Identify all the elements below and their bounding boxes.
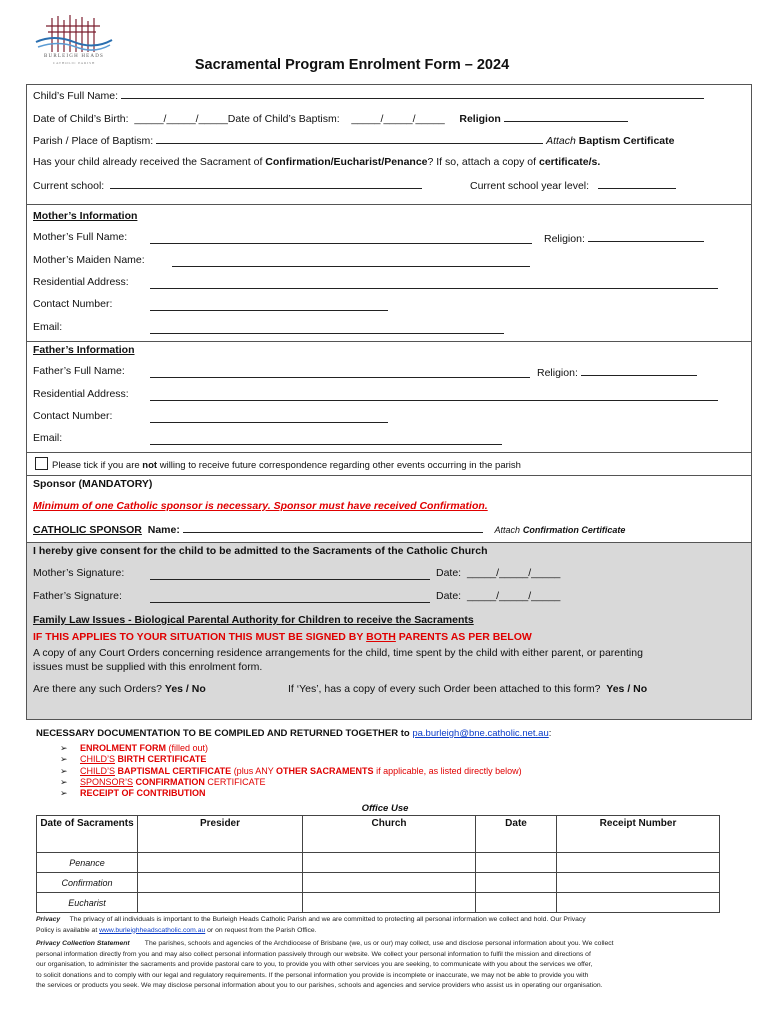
optout-checkbox[interactable]: [35, 457, 48, 470]
year-level-row: [470, 178, 676, 193]
doc-item: ➢ SPONSOR’S CONFIRMATION CERTIFICATE: [60, 777, 266, 787]
orders-attached-yes-no[interactable]: Yes / No: [606, 683, 648, 695]
attach-prefix: Attach: [546, 135, 576, 147]
father-religion-field[interactable]: [581, 365, 697, 376]
mother-maiden-label: Mother’s Maiden Name:: [33, 254, 145, 266]
child-religion-label: Religion: [459, 113, 501, 125]
privacy-stmt-line: to solicit donations and to comply with our legal and regulatory requirements. If the personal information you provide is incomplete or inaccurate, we may not be able to provide you with: [36, 971, 589, 979]
table-header-row: [37, 816, 720, 853]
sponsor-label: CATHOLIC SPONSOR: [33, 524, 142, 536]
optout-post: willing to receive future correspondence regarding other events occurring in the parish: [157, 460, 521, 471]
divider: [26, 475, 752, 476]
sponsor-title: Sponsor (MANDATORY): [33, 478, 153, 490]
mother-signature-label: Mother’s Signature:: [33, 567, 125, 579]
father-name-label: Father’s Full Name:: [33, 365, 125, 377]
father-date-label: Date:: [436, 590, 462, 602]
father-info-heading: Father’s Information: [33, 344, 135, 356]
table-row: [37, 853, 720, 873]
cell[interactable]: [138, 893, 303, 913]
cell[interactable]: [557, 873, 720, 893]
mother-religion-field[interactable]: [588, 231, 704, 242]
privacy-stmt-line: our organisation, to administer the sacraments and provide pastoral care to you, to provide you with other services you are seeking, to communicate with you about the services we offer,: [36, 961, 593, 969]
mother-name-field[interactable]: [150, 233, 532, 244]
page-title: Sacramental Program Enrolment Form – 2024: [194, 57, 510, 73]
divider: [26, 204, 752, 205]
privacy-stmt-label: Privacy Collection Statement: [36, 940, 130, 947]
divider: [26, 452, 752, 453]
father-contact-field[interactable]: [150, 412, 388, 423]
cell[interactable]: [557, 893, 720, 913]
privacy-text: The privacy of all individuals is important to the Burleigh Heads Catholic Parish and we are committed to protecting all personal information we collect and hold. Our Privacy: [69, 916, 586, 923]
consent-title: I hereby give consent for the child to be admitted to the Sacraments of the Catholic Church: [33, 545, 488, 557]
col-date-of-sacraments: Date of Sacraments: [37, 816, 138, 853]
father-religion-row: [537, 365, 697, 380]
orders-yes-no[interactable]: Yes / No: [164, 683, 206, 695]
family-law-warning: [33, 631, 532, 644]
doc-item-a: SPONSOR’S: [80, 777, 134, 787]
privacy-notice: [36, 915, 736, 936]
doc-item-b: CONFIRMATION: [133, 777, 205, 787]
sponsor-attach-doc: Confirmation Certificate: [522, 525, 626, 535]
mother-info-heading: Mother’s Information: [33, 210, 138, 222]
doc-item-a: ENROLMENT FORM: [80, 743, 166, 753]
child-dates-row: [33, 111, 628, 126]
family-law-body-1: A copy of any Court Orders concerning residence arrangements for the child, time spent by the child with either parent, or parenting: [33, 647, 643, 659]
table-row: [37, 873, 720, 893]
father-signature-field[interactable]: [150, 592, 430, 603]
doc-item-e: if applicable, as listed directly below): [373, 766, 522, 776]
col-church: Church: [303, 816, 476, 853]
father-contact-label: Contact Number:: [33, 410, 113, 422]
doc-item-b: BIRTH CERTIFICATE: [115, 754, 207, 764]
docs-heading-text: NECESSARY DOCUMENTATION TO BE COMPILED AND RETURNED TOGETHER to: [36, 728, 413, 739]
doc-item-b: BAPTISMAL CERTIFICATE: [115, 766, 232, 776]
sacrament-q-text: Has your child already received the Sacrament of: [33, 156, 266, 168]
privacy-stmt-line: the services or products you seek. We may disclose personal information about you to our parishes, schools and agencies and service providers who assist us in operating our organisation.: [36, 982, 603, 990]
cell[interactable]: [138, 873, 303, 893]
father-sign-date: [436, 590, 560, 603]
dob-field[interactable]: _____/_____/_____: [134, 113, 228, 125]
privacy-stmt-line: personal information directly from you and may also collect personal information passively through our website. We collect your personal information to fulfil the mission and directions of: [36, 950, 591, 958]
school-row: [33, 178, 422, 193]
mother-date-field[interactable]: _____/_____/_____: [466, 567, 561, 579]
sponsor-name-label: Name:: [147, 524, 180, 536]
divider: [26, 542, 752, 543]
divider: [26, 341, 752, 342]
mother-contact-field[interactable]: [150, 300, 388, 311]
warning-text: IF THIS APPLIES TO YOUR SITUATION THIS MUST BE SIGNED BY: [33, 631, 367, 643]
row-label: Eucharist: [37, 893, 138, 913]
orders-attached-label: If ‘Yes’, has a copy of every such Order been attached to this form?: [288, 683, 601, 695]
mother-religion-label: Religion:: [544, 233, 585, 245]
doc-item-a: RECEIPT OF CONTRIBUTION: [80, 788, 206, 798]
row-label: Confirmation: [37, 873, 138, 893]
doc-item-b: (filled out): [166, 743, 209, 753]
privacy-text2a: Policy is available at: [36, 926, 100, 934]
sacrament-q-text2: ? If so, attach a copy of: [427, 156, 539, 168]
sponsor-row: [33, 522, 625, 537]
school-label: Current school:: [33, 180, 105, 192]
doc-item: ➢ CHILD’S BAPTISMAL CERTIFICATE (plus ANY OTHER SACRAMENTS if applicable, as listed directly below): [60, 766, 522, 776]
sacrament-q-bold2: certificate/s.: [538, 156, 601, 168]
doc-item-a: CHILD’S: [80, 766, 116, 776]
office-use-title: Office Use: [361, 803, 409, 814]
family-law-heading: Family Law Issues - Biological Parental Authority for Children to receive the Sacraments: [33, 614, 474, 626]
child-name-row: [33, 88, 704, 103]
col-receipt-number: Receipt Number: [557, 816, 720, 853]
mother-name-row: [33, 231, 127, 244]
father-email-field[interactable]: [150, 434, 502, 445]
mother-address-label: Residential Address:: [33, 276, 129, 288]
father-email-label: Email:: [33, 432, 63, 444]
attach-baptism-cert: Baptism Certificate: [578, 135, 675, 147]
father-signature-label: Father’s Signature:: [33, 590, 122, 602]
orders-q-label: Are there any such Orders?: [33, 683, 162, 695]
father-religion-label: Religion:: [537, 367, 578, 379]
optout-text: [52, 459, 521, 472]
docs-heading: NECESSARY DOCUMENTATION TO BE COMPILED AND RETURNED TOGETHER to pa.burleigh@bne.catholic.net.au:: [36, 728, 552, 739]
mother-signature-field[interactable]: [150, 569, 430, 580]
parish-label: Parish / Place of Baptism:: [33, 135, 154, 147]
cell[interactable]: [138, 853, 303, 873]
cell[interactable]: [476, 873, 557, 893]
child-name-field[interactable]: [121, 88, 704, 99]
school-field[interactable]: [110, 178, 422, 189]
col-date: Date: [476, 816, 557, 853]
doc-item-a: CHILD’S: [80, 754, 116, 764]
sacrament-question: [33, 156, 600, 169]
baptism-date-label: Date of Child’s Baptism:: [227, 113, 340, 125]
doc-item: ➢ RECEIPT OF CONTRIBUTION: [60, 788, 206, 798]
doc-item-c: CERTIFICATE: [204, 777, 266, 787]
family-law-body-2: issues must be supplied with this enrolment form.: [33, 661, 263, 673]
father-date-field[interactable]: _____/_____/_____: [466, 590, 561, 602]
mother-email-field[interactable]: [150, 323, 504, 334]
doc-item-d: OTHER SACRAMENTS: [276, 766, 374, 776]
father-address-label: Residential Address:: [33, 388, 129, 400]
father-name-field[interactable]: [150, 367, 530, 378]
dob-label: Date of Child’s Birth:: [33, 113, 129, 125]
cell[interactable]: [303, 873, 476, 893]
mother-address-field[interactable]: [150, 278, 718, 289]
child-religion-field[interactable]: [504, 111, 628, 122]
col-presider: Presider: [138, 816, 303, 853]
year-level-label: Current school year level:: [470, 180, 590, 192]
row-label: Penance: [37, 853, 138, 873]
logo-name: BURLEIGH HEADS: [44, 54, 104, 59]
mother-date-label: Date:: [436, 567, 462, 579]
doc-item: ➢ ENROLMENT FORM (filled out): [60, 743, 209, 753]
sponsor-heading: [33, 478, 152, 491]
father-address-field[interactable]: [150, 390, 718, 401]
cell[interactable]: [476, 853, 557, 873]
mother-contact-label: Contact Number:: [33, 298, 113, 310]
table-row: [37, 893, 720, 913]
parish-field[interactable]: [156, 133, 543, 144]
baptism-date-field[interactable]: _____/_____/_____: [351, 113, 445, 125]
warning-both: BOTH: [366, 631, 396, 643]
year-level-field[interactable]: [598, 178, 676, 189]
mother-email-label: Email:: [33, 321, 63, 333]
sponsor-note: Minimum of one Catholic sponsor is necessary. Sponsor must have received Confirmation.: [33, 500, 488, 512]
optout-bold: not: [142, 460, 158, 471]
sacrament-q-bold: Confirmation/Eucharist/Penance: [265, 156, 428, 168]
warning-text2: PARENTS AS PER BELOW: [395, 631, 532, 643]
logo-subtitle: CATHOLIC PARISH: [52, 61, 96, 65]
consent-heading: [33, 545, 487, 558]
privacy-label: Privacy: [36, 916, 61, 923]
orders-attached-question: [288, 683, 647, 696]
office-use-table: [36, 815, 720, 913]
sponsor-name-field[interactable]: [183, 522, 483, 533]
sponsor-attach-prefix: Attach: [494, 525, 520, 535]
orders-question: [33, 683, 206, 696]
doc-item: ➢ CHILD’S BIRTH CERTIFICATE: [60, 754, 207, 764]
mother-name-label: Mother’s Full Name:: [33, 231, 128, 243]
parish-row: [33, 133, 674, 148]
privacy-policy-link[interactable]: www.burleighheadscatholic.com.au: [99, 926, 206, 934]
parish-email-link[interactable]: pa.burleigh@bne.catholic.net.au: [412, 728, 549, 739]
cell[interactable]: [476, 893, 557, 913]
optout-pre: Please tick if you are: [52, 460, 143, 471]
privacy-collection-statement: [36, 939, 736, 992]
doc-item-c: (plus ANY: [231, 766, 277, 776]
cell[interactable]: [303, 853, 476, 873]
mother-religion-row: [544, 231, 704, 246]
privacy-stmt-line: The parishes, schools and agencies of the Archdiocese of Brisbane (we, us or our) may collect, use and disclose personal information about you. We collect: [144, 940, 614, 947]
cell[interactable]: [303, 893, 476, 913]
cell[interactable]: [557, 853, 720, 873]
privacy-text2b: or on request from the Parish Office.: [205, 926, 317, 934]
child-name-label: Child’s Full Name:: [33, 90, 118, 102]
mother-maiden-field[interactable]: [172, 256, 530, 267]
mother-sign-date: [436, 567, 560, 580]
